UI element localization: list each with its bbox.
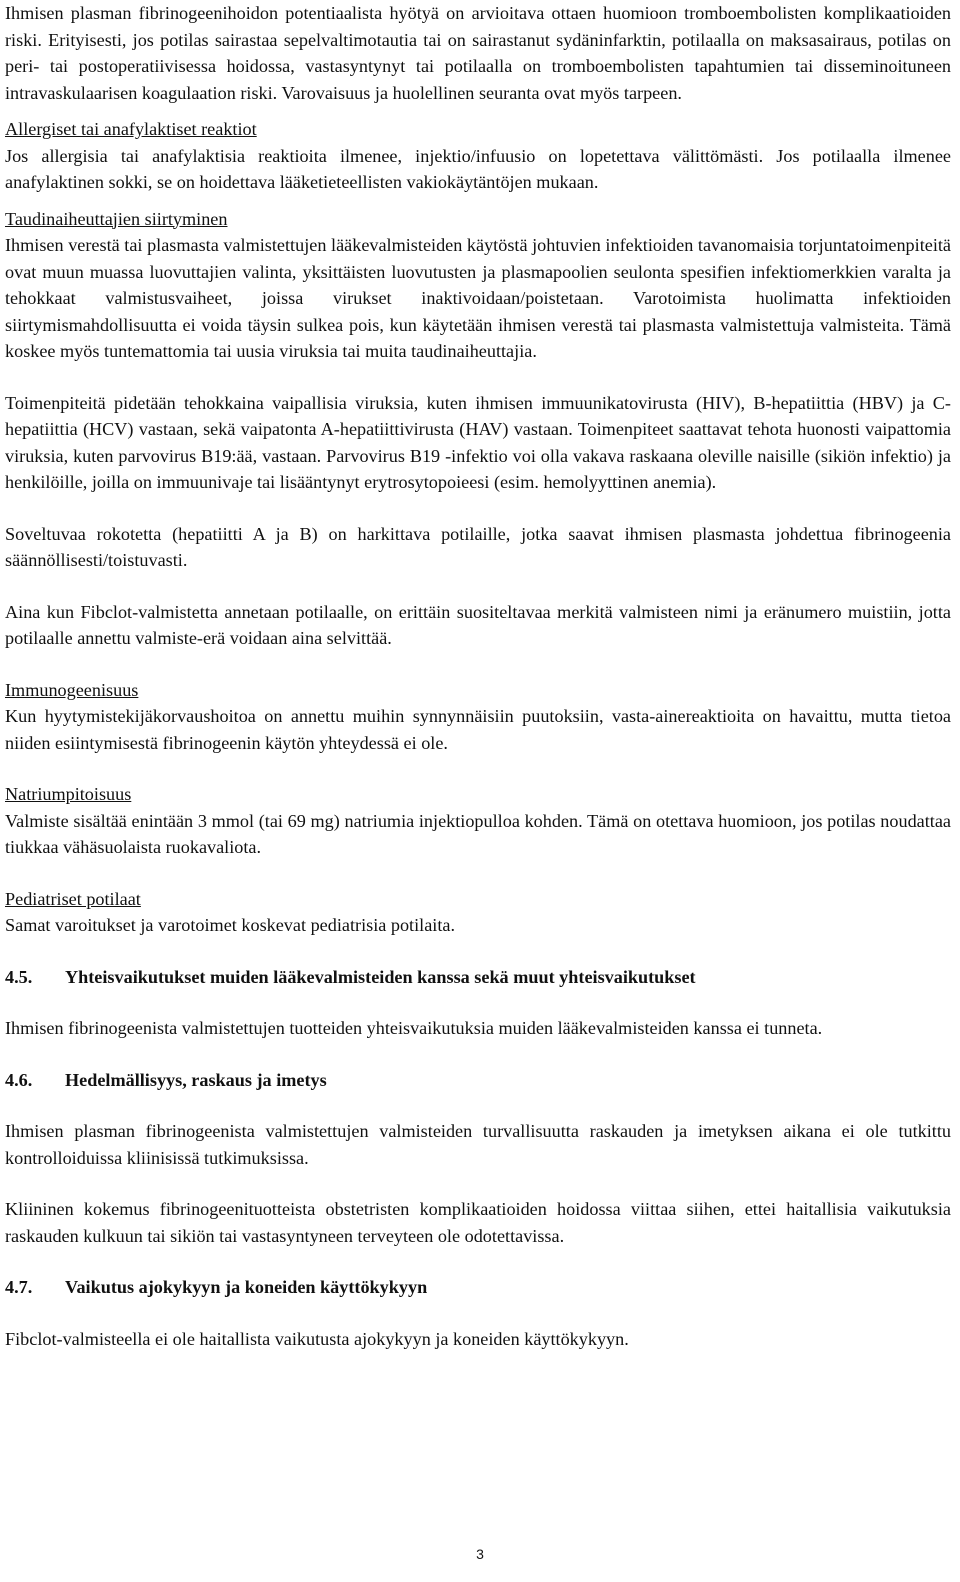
page-number: 3 — [476, 1546, 484, 1562]
subheading-immunogenicity: Immunogeenisuus — [5, 679, 139, 700]
subheading-pediatric: Pediatriset potilaat — [5, 888, 141, 909]
paragraph-pathogen-transmission: Ihmisen verestä tai plasmasta valmistettujen lääkevalmisteiden käytöstä johtuvien infektioiden tavanomaisia torjuntatoimenpiteitä ovat muun muassa luovuttajien valinta, yksittäisten luovutusten ja plasmapoolien seulonta spesifien infektiomerkkien varalta ja tehokkaat valmistusvaiheet, joissa virukset inaktivoidaan/poistetaan. Varotoimista huolimatta infektioiden siirtymismahdollisuutta ei voida täysin sulkea pois, kun käytetään ihmisen verestä tai plasmasta valmistettuja valmisteita. Tämä koskee myös tuntemattomia tai uusia viruksia tai muita taudinaiheuttajia. — [5, 235, 951, 361]
section-heading-4-7 — [5, 1274, 951, 1301]
subheading-allergic-reactions: Allergiset tai anafylaktiset reaktiot — [5, 119, 257, 139]
paragraph-interactions: Ihmisen fibrinogeenista valmistettujen tuotteiden yhteisvaikutuksia muiden lääkevalmisteiden kanssa ei tunneta. — [5, 1018, 823, 1038]
subheading-sodium-content: Natriumpitoisuus — [5, 784, 132, 804]
paragraph-clinical-experience: Kliininen kokemus fibrinogeenituotteista obstetristen komplikaatioiden hoidossa viittaa siihen, ettei haitallisia vaikutuksia raskauden kulkuun tai sikiön tai vastasyntyneen terveyteen ole odotettavissa. — [5, 1199, 951, 1246]
paragraph-immunogenicity: Kun hyytymistekijäkorvaushoitoa on annettu muihin synnynnäisiin puutoksiin, vasta-ainereaktioita on havaittu, mutta tietoa niiden esiintymisestä fibrinogeenin käytön yhteydessä ei ole. — [5, 706, 951, 753]
subheading-pathogen-transmission: Taudinaiheuttajien siirtyminen — [5, 208, 228, 229]
section-title: Vaikutus ajokykyyn ja koneiden käyttökykyyn — [65, 1277, 428, 1297]
paragraph-thromboembolic-risk: Ihmisen plasman fibrinogeenihoidon potentiaalista hyötyä on arvioitava ottaen huomioon tromboembolisten komplikaatioiden riski. Erityisesti, jos potilas sairastaa sepelvaltimotautia tai on sairastanut sydäninfarktin, potilaalla on maksasairaus, potilas on peri- tai postoperatiivisessa hoidossa, vastasyntynyt tai potilaalla on tromboembolisten tapahtumien tai disseminoituneen intravaskulaarisen koagulaation riski. Varovaisuus ja huolellinen seuranta ovat myös tarpeen. — [5, 3, 951, 103]
section-number: 4.7. — [5, 1277, 33, 1297]
paragraph-sodium-content: Valmiste sisältää enintään 3 mmol (tai 69 mg) natriumia injektiopulloa kohden. Tämä on otettava huomioon, jos potilas noudattaa tiukkaa vähäsuolaista ruokavaliota. — [5, 810, 951, 857]
paragraph-allergic-reactions: Jos allergisia tai anafylaktisia reaktioita ilmenee, injektio/infuusio on lopetettava välittömästi. Jos potilaalla ilmenee anafylaktinen sokki, se on hoidettava lääketieteellisten vakiokäytäntöjen mukaan. — [5, 145, 951, 192]
section-heading-4-5 — [5, 964, 951, 991]
paragraph-vaccination: Soveltuvaa rokotetta (hepatiitti A ja B) on harkittava potilaille, jotka saavat ihmisen plasmasta johdettua fibrinogeenia säännöllisesti/toistuvasti. — [5, 523, 951, 570]
section-number: 4.5. — [5, 966, 33, 987]
paragraph-driving-ability: Fibclot-valmisteella ei ole haitallista vaikutusta ajokykyyn ja koneiden käyttökykyyn. — [5, 1328, 629, 1349]
section-title: Yhteisvaikutukset muiden lääkevalmisteiden kanssa sekä muut yhteisvaikutukset — [65, 966, 696, 987]
paragraph-pediatric: Samat varoitukset ja varotoimet koskevat pediatrisia potilaita. — [5, 915, 456, 935]
paragraph-batch-recording: Aina kun Fibclot-valmistetta annetaan potilaalle, on erittäin suositeltavaa merkitä valmisteen nimi ja eränumero muistiin, jotta potilaalle annettu valmiste-erä voidaan aina selvittää. — [5, 601, 951, 648]
paragraph-virus-measures: Toimenpiteitä pidetään tehokkaina vaipallisia viruksia, kuten ihmisen immuunikatovirusta (HIV), B-hepatiittia (HBV) ja C-hepatiittia (HCV) vastaan, sekä vaipatonta A-hepatiittivirusta (HAV) vastaan. Toimenpiteet saattavat tehota huonosti vaipattomia viruksia, kuten parvovirus B19:ää, vastaan. Parvovirus B19 -infektio voi olla vakava raskaana oleville naisille (sikiön infektio) ja henkilöille, joilla on immuunivaje tai lisääntynyt erytrosytopoieesi (esim. hemolyyttinen anemia). — [5, 392, 951, 492]
document-page — [5, 0, 951, 1352]
paragraph-pregnancy-safety: Ihmisen plasman fibrinogeenista valmistettujen valmisteiden turvallisuutta raskauden ja imetyksen aikana ei ole tutkittu kontrolloiduissa kliinisissä tutkimuksissa. — [5, 1121, 951, 1168]
section-number: 4.6. — [5, 1069, 33, 1090]
section-heading-4-6 — [5, 1067, 951, 1094]
section-title: Hedelmällisyys, raskaus ja imetys — [65, 1069, 327, 1090]
